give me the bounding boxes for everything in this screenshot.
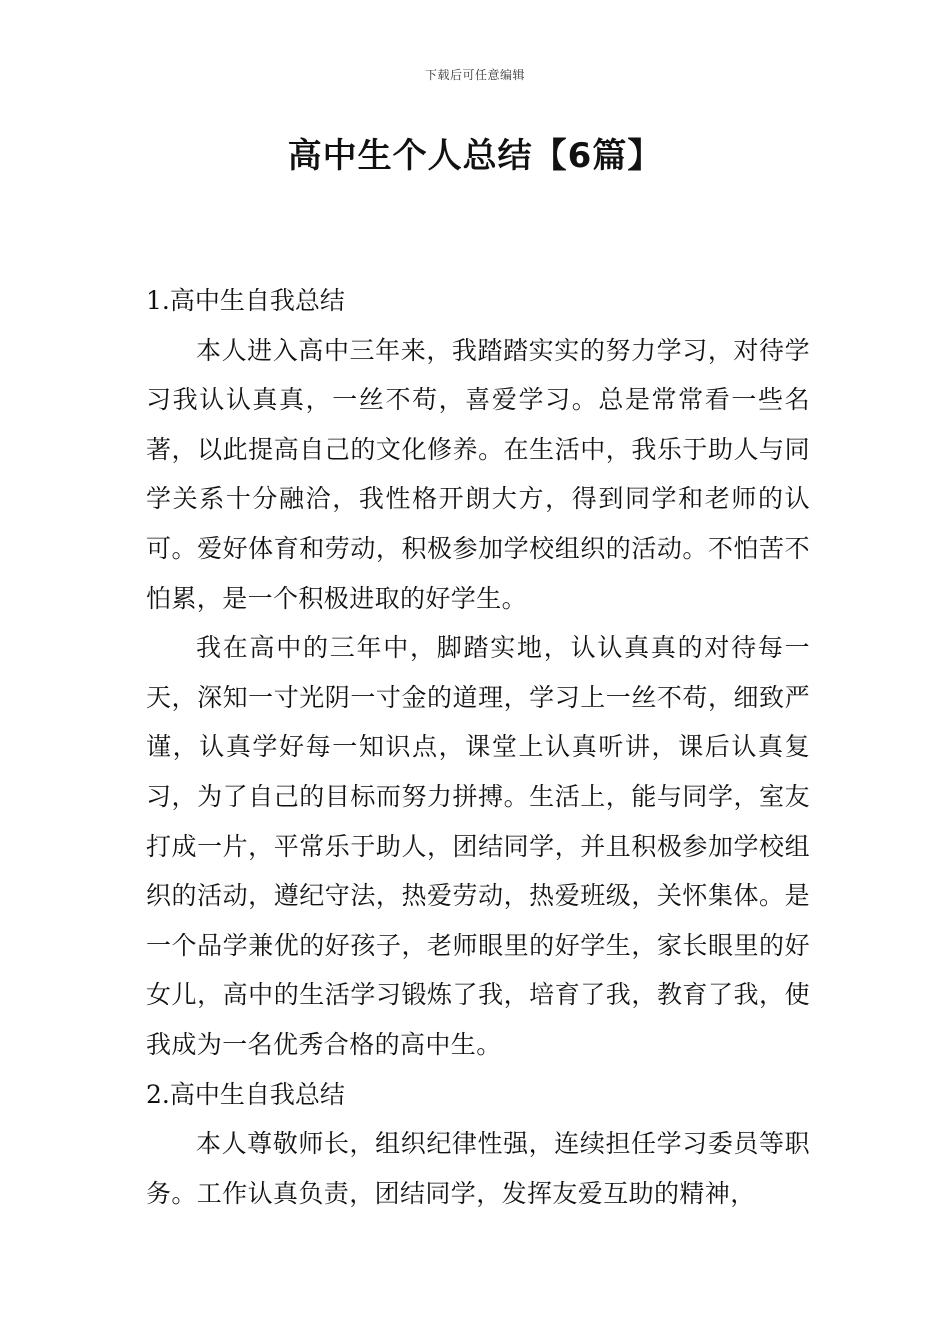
document-body: [146, 276, 810, 1218]
section-heading: 2.高中生自我总结: [146, 1079, 345, 1109]
paragraph: 本人进入高中三年来，我踏踏实实的努力学习，对待学习我认认真真，一丝不苟，喜爱学习。总是常常看一些名著，以此提高自己的文化修养。在生活中，我乐于助人与同学关系十分融洽，我性格开朗大方，得到同学和老师的认可。爱好体育和劳动，积极参加学校组织的活动。不怕苦不怕累，是一个积极进取的好学生。: [146, 335, 810, 613]
paragraph: 我在高中的三年中，脚踏实地，认认真真的对待每一天，深知一寸光阴一寸金的道理，学习上一丝不苟，细致严谨，认真学好每一知识点，课堂上认真听讲，课后认真复习，为了自己的目标而努力拼搏。生活上，能与同学，室友打成一片，平常乐于助人，团结同学，并且积极参加学校组织的活动，遵纪守法，热爱劳动，热爱班级，关怀集体。是一个品学兼优的好孩子，老师眼里的好学生，家长眼里的好女儿，高中的生活学习锻炼了我，培育了我，教育了我，使我成为一名优秀合格的高中生。: [146, 633, 810, 1059]
section-heading: 1.高中生自我总结: [146, 286, 345, 315]
header-note: 下载后可任意编辑: [424, 68, 525, 82]
section-1: [146, 276, 810, 1070]
section-2: [146, 1070, 810, 1219]
document-title: 高中生个人总结【6篇】: [287, 136, 663, 176]
paragraph: 本人尊敬师长，组织纪律性强，连续担任学习委员等职务。工作认真负责，团结同学，发挥友爱互助的精神，: [146, 1129, 810, 1208]
